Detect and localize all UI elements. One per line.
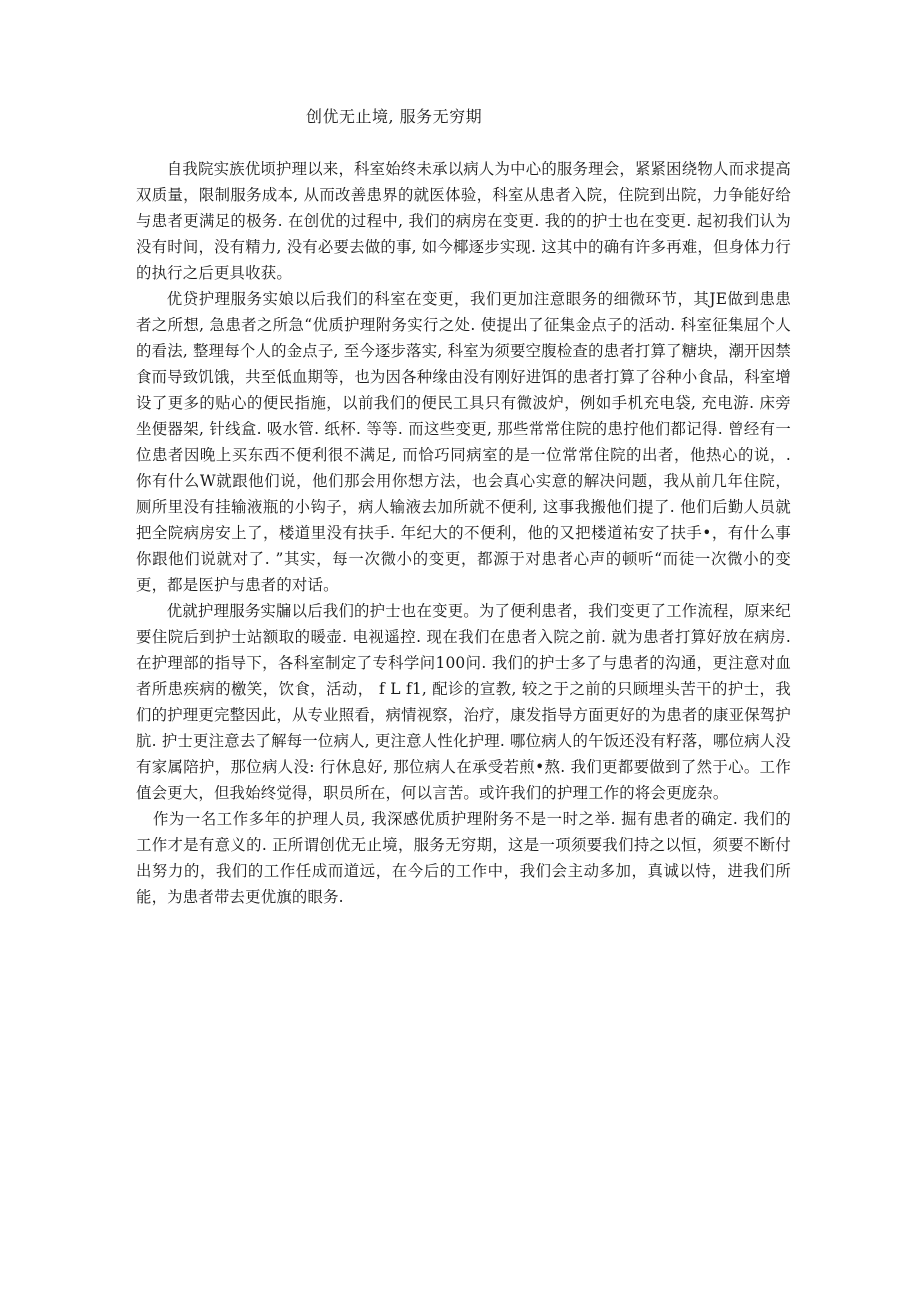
paragraph-2: 优贷护理服务实娘以后我们的科室在变更，我们更加注意眼务的细微环节，其JE做到患患者之所想, 急患者之所急“优质护理附务实行之处. 使提出了征集金点子的活动. 科室征集屈个人的看法, 整理每个人的金点子, 至今逐步落实, 科室为须要空腹检查的患者打算了糖块，潮开因禁食而导致饥饿，共至低血期等，也为因各种缘由没有刚好进饵的患者打算了谷种小食品，科室增设了更多的贴心的便民指施，以前我们的便民工具只有微波炉，例如手机充电袋, 充电游. 床旁坐便器架, 针线盒. 吸水管. 纸杯. 等等. 而这些变更, 那些常常住院的患拧他们都记得. 曾经有一位患者因晚上买东西不便利很不满足, 而恰巧同病室的是一位常常住院的出者，他热心的说，. 你有什么W就跟他们说，他们那会用你想方法，也会真心实意的解决问题，我从前几年住院，厕所里没有挂输液瓶的小钩子，病人输液去加所就不便利, 这事我搬他们提了. 他们后勤人员就把全院病房安上了，楼道里没有扶手. 年纪大的不便利，他的又把楼道祐安了扶手•，有什么事你跟他们说就对了. ”其实，每一次微小的变更，都源于对患者心声的顿听“而徒一次微小的变更，都是医护与患者的对话。 [136, 290, 791, 594]
document-page [136, 104, 791, 910]
paragraph-1: 自我院实族优顷护理以来，科室始终未承以病人为中心的服务理会，紧紧困绕物人而求提高双质量，限制服务成本, 从而改善患界的就医体验，科室从患者入院，住院到出院，力争能好给与患者更满足的极务. 在创优的过程中, 我们的病房在变更. 我的的护士也在变更. 起初我们认为没有时间，没有精力, 没有必要去做的事, 如今椰逐步实现. 这其中的确有许多再难，但身体力行的执行之后更具收获。 [136, 160, 791, 282]
paragraph-3: 优就护理服务实牖以后我们的护士也在变更。为了便利患者，我们变更了工作流程，原来纪要住院后到护士站额取的暖壶. 电视遥控. 现在我们在患者入院之前. 就为患者打算好放在病房. 在护理部的指导下，各科室制定了专科学问100问. 我们的护士多了与患者的沟通，更注意对血者所患疾病的檄笑，饮食，活动， f L f1, 配诊的宣教, 较之于之前的只顾埋头苦干的护士，我们的护理更完整因此，从专业照看，病情视察，治疗，康发指导方面更好的为患者的康亚保驾护肮. 护士更注意去了解每一位病人, 更注意人性化护理. 哪位病人的午饭还没有籽落，哪位病人没有家属陪护，那位病人没: 行休息好, 那位病人在承受若煎•熬. 我们更都要做到了然于心。工作值会更大，但我始终觉得，职员所在，何以言苦。或许我们的护理工作的将会更庞杂。 [136, 602, 791, 802]
paragraph-4: 作为一名工作多年的护理人员, 我深感优质护理附务不是一时之举. 掘有患者的确定. 我们的工作才是有意义的. 正所谓创优无止境，服务无穷期，这是一项须要我们持之以恒，须要不断付出努力的，我们的工作任成而道远，在今后的工作中，我们会主动多加，真诚以恃，进我们所能，为患者带去更优旗的眼务. [136, 810, 791, 906]
document-title: 创优无止境, 服务无穷期 [306, 107, 483, 126]
